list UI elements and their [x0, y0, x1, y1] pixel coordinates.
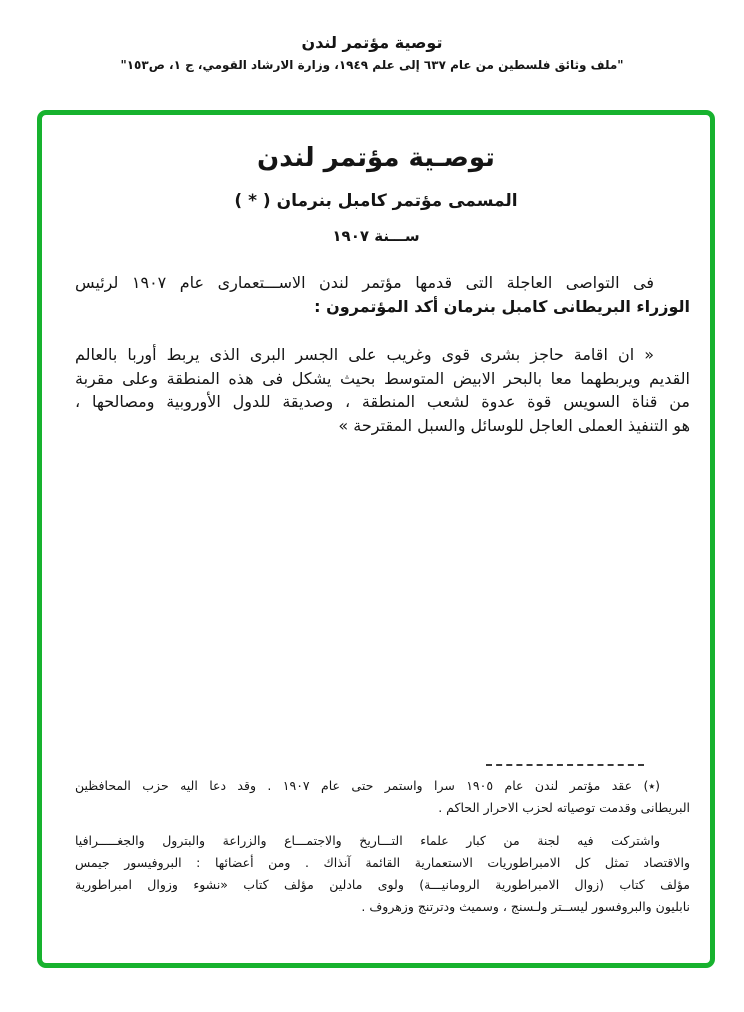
intro-line-bold: الوزراء البريطانى كامبل بنرمان أكد المؤتمرون : [314, 297, 690, 316]
quote-paragraph [75, 343, 690, 437]
document-page [42, 115, 710, 963]
quote-line: هو التنفيذ العملى العاجل للوسائل والسبل المقترحة » [338, 415, 690, 435]
intro-line: فى التواصى العاجلة التى قدمها مؤتمر لندن الاســـتعمارى عام ١٩٠٧ لرئيس [75, 273, 655, 292]
footnote-2 [75, 830, 690, 918]
footnote-separator [486, 764, 644, 766]
intro-paragraph [75, 271, 690, 319]
document-year: ســـنة ١٩٠٧ [332, 227, 420, 245]
page-title: توصية مؤتمر لندن [301, 33, 443, 52]
quote-line: « ان اقامة حاجز بشرى قوى وغريب على الجسر البرى الذى يربط أوربا بالعالم [75, 345, 654, 364]
footnote-line: والاقتصاد تمثل كل الامبراطوريات الاستعمارية القائمة آنذاك . ومن أعضائها : البروفيسور جيمس [75, 855, 690, 870]
source-citation: "ملف وثائق فلسطين من عام ٦٣٧ إلى علم ١٩٤٩، وزارة الارشاد القومي، ج ١، ص١٥٣" [120, 58, 624, 72]
green-border-frame [37, 110, 715, 968]
footnote-line: نابليون والبروفسور ليســتر ولـسنج ، وسميث ودترتنج وزهروف . [361, 899, 690, 914]
document-subtitle: المسمى مؤتمر كامبل بنرمان ( * ) [234, 191, 518, 211]
document-title: توصـية مؤتمر لندن [257, 143, 495, 173]
footnote-line: (٭) عقد مؤتمر لندن عام ١٩٠٥ سرا واستمر حتى عام ١٩٠٧ . وقد دعا اليه حزب المحافظين [75, 778, 661, 793]
footnote-line: البريطانى وقدمت توصياته لحزب الاحرار الحاكم . [438, 800, 690, 815]
footnote-line: مؤلف كتاب (زوال الامبراطورية الرومانيـــة) ولوى مادلين مؤلف كتاب «نشوء وزوال امبراطورية [75, 877, 690, 892]
quote-line: من قناة السويس قوة عدوة لشعب المنطقة ، وصديقة للدول الأوروبية ومصالحها ، [75, 392, 690, 411]
footnote-line: واشتركت فيه لجنة من كبار علماء التـــاريخ والاجتمـــاع والزراعة والبترول والجغـــــرافيا [75, 833, 660, 848]
quote-line: القديم ويربطهما معا بالبحر الابيض المتوسط بحيث يشكل فى هذه المنطقة وعلى مقربة [75, 368, 690, 388]
footnote-1 [75, 775, 690, 819]
